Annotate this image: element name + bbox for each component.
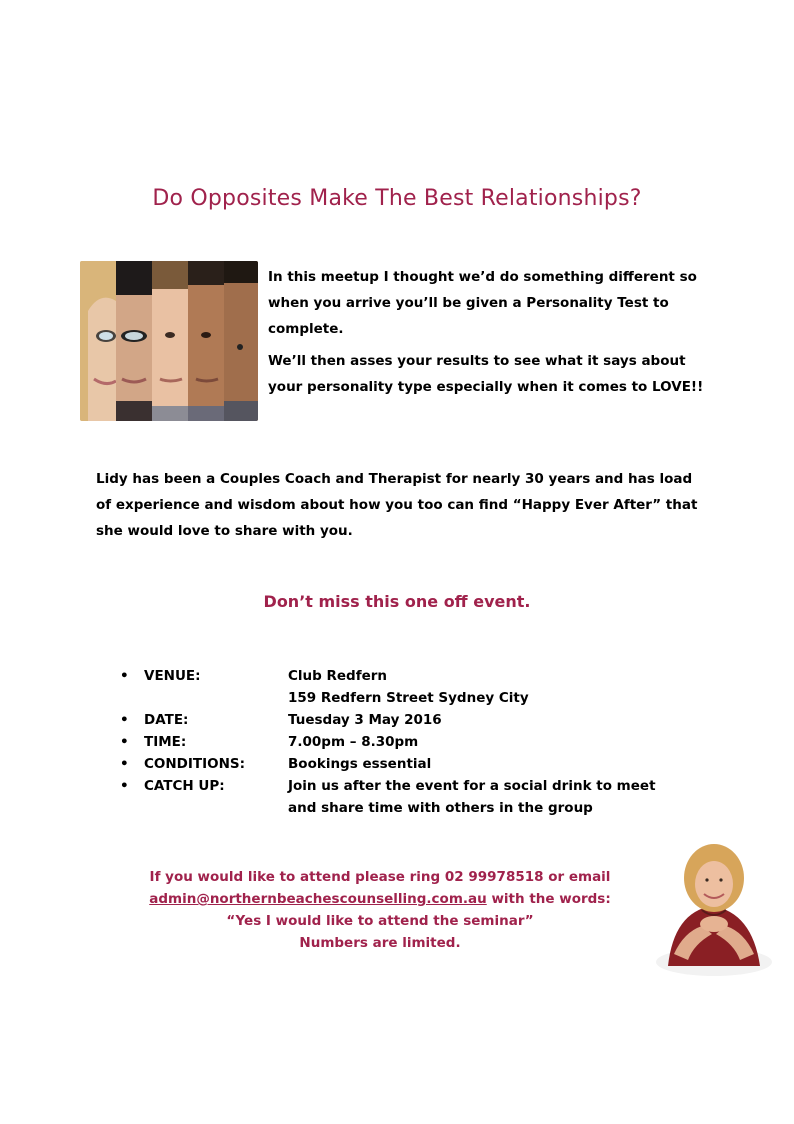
bullet-icon: • [120, 756, 129, 772]
detail-value [288, 775, 698, 819]
venue-address: 159 Redfern Street Sydney City [288, 690, 529, 706]
detail-catch-up [120, 775, 720, 819]
bullet-icon: • [120, 734, 129, 750]
detail-value [288, 665, 698, 709]
bullet-icon: • [120, 712, 129, 728]
bullet-icon: • [120, 778, 129, 794]
detail-venue [120, 665, 720, 709]
presenter-photo [654, 834, 772, 976]
detail-time [120, 731, 720, 753]
contact-line-2 [0, 888, 760, 910]
intro-paragraph-1: In this meetup I thought we’d do something different so when you arrive you’ll be given a Personality Test to complete. [268, 269, 697, 337]
contact-line-4: Numbers are limited. [299, 935, 461, 951]
bullet-icon: • [120, 668, 129, 684]
contact-line-3: “Yes I would like to attend the seminar” [226, 913, 534, 929]
venue-name: Club Redfern [288, 668, 388, 684]
email-link[interactable]: admin@northernbeachescounselling.com.au [149, 891, 487, 907]
contact-line-1: If you would like to attend please ring 02 99978518 or email [149, 869, 611, 885]
catch-up-line-1: Join us after the event for a social drink to meet [288, 778, 656, 794]
intro-section [268, 264, 708, 406]
contact-suffix: with the words: [486, 891, 611, 907]
catch-up-line-2: and share time with others in the group [288, 800, 593, 816]
page-title: Do Opposites Make The Best Relationships? [152, 186, 642, 211]
detail-value: Bookings essential [288, 756, 432, 772]
detail-label: CONDITIONS: [144, 756, 246, 772]
detail-value: 7.00pm – 8.30pm [288, 734, 419, 750]
detail-label: TIME: [144, 734, 187, 750]
composite-faces-photo [80, 261, 258, 421]
event-callout: Don’t miss this one off event. [263, 592, 531, 611]
presenter-bio: Lidy has been a Couples Coach and Therapist for nearly 30 years and has load of experience and wisdom about how you too can find “Happy Ever After” that she would love to share with you. [96, 471, 698, 539]
contact-section [0, 866, 760, 954]
intro-paragraph-2: We’ll then asses your results to see what it says about your personality type especially when it comes to LOVE!! [268, 353, 704, 395]
detail-label: DATE: [144, 712, 189, 728]
event-details-list [120, 665, 720, 819]
detail-conditions [120, 753, 720, 775]
detail-date [120, 709, 720, 731]
detail-label: VENUE: [144, 668, 201, 684]
detail-value: Tuesday 3 May 2016 [288, 712, 442, 728]
detail-label: CATCH UP: [144, 778, 225, 794]
